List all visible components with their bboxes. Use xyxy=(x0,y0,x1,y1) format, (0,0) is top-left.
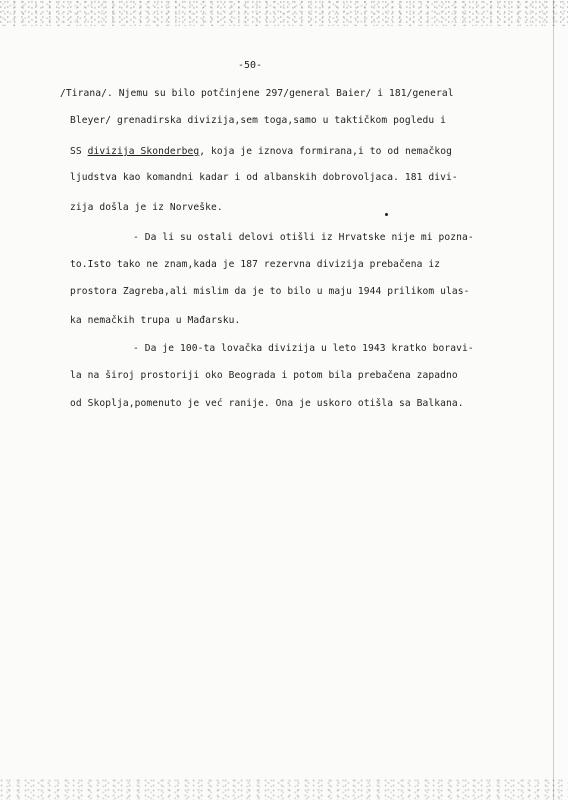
text-line-9: ka nemačkih trupa u Mađarsku. xyxy=(70,315,241,326)
text-line-4: ljudstva kao komandni kadar i od albanskih dobrovoljaca. 181 divi- xyxy=(70,172,458,183)
text-line-6: - Da li su ostali delovi otišli iz Hrvatske nije mi pozna- xyxy=(133,232,474,243)
text-line-11: la na široj prostoriji oko Beograda i potom bila prebačena zapadno xyxy=(70,370,458,381)
text-line-1: /Tirana/. Njemu su bilo potčinjene 297/general Baier/ i 181/general xyxy=(60,88,454,99)
page-number: -50- xyxy=(238,60,263,71)
text-line-8: prostora Zagreba,ali mislim da je to bilo u maju 1944 prilikom ulas- xyxy=(70,286,470,297)
text-line-3 xyxy=(70,146,452,158)
text-line-3-start: SS xyxy=(70,146,88,157)
stray-ink-dot xyxy=(385,213,388,216)
text-line-10: - Da je 100-ta lovačka divizija u leto 1943 kratko boravi- xyxy=(133,343,474,354)
text-line-3-end: , koja je iznova formirana,i to od nemačkog xyxy=(199,146,452,157)
text-line-2: Bleyer/ grenadirska divizija,sem toga,samo u taktičkom pogledu i xyxy=(70,115,447,126)
text-line-7: to.Isto tako ne znam,kada je 187 rezervna divizija prebačena iz xyxy=(70,259,441,270)
text-line-5: zija došla je iz Norveške. xyxy=(70,202,223,213)
division-name-underlined: divizija Skonderbeg xyxy=(87,146,200,157)
text-line-12: od Skoplja,pomenuto je već ranije. Ona je uskoro otišla sa Balkana. xyxy=(70,398,464,409)
